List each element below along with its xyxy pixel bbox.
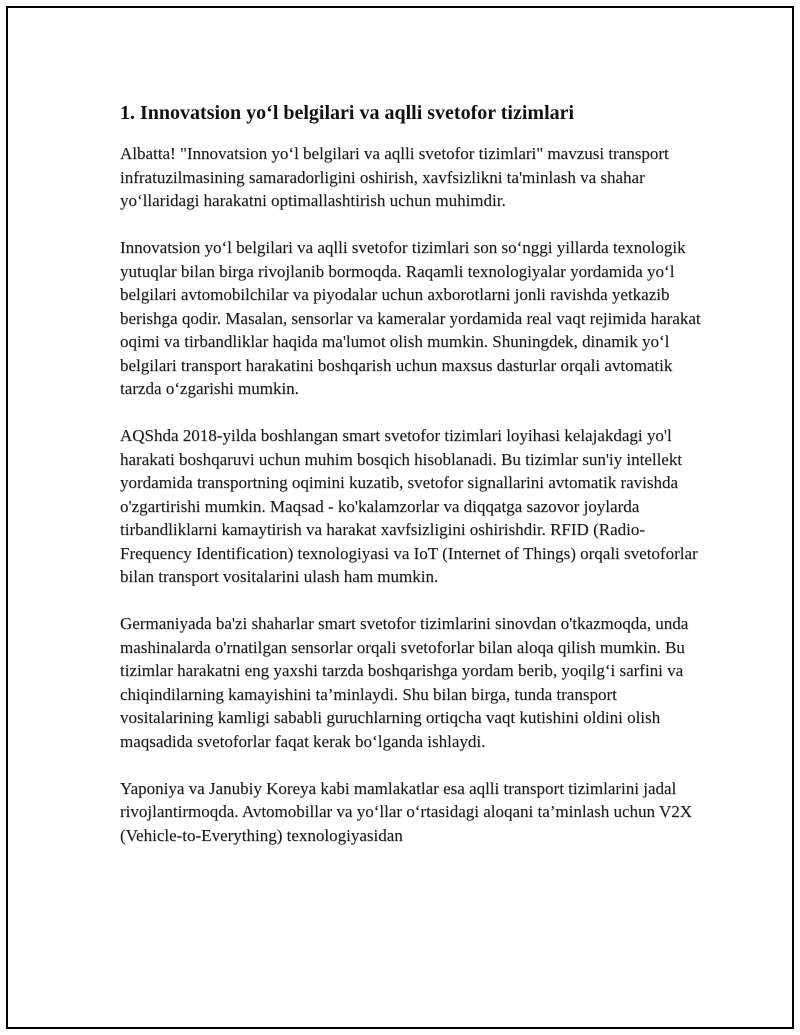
paragraph-intro: Albatta! "Innovatsion yo‘l belgilari va aqlli svetofor tizimlari" mavzusi transport infratuzilmasining samaradorligini oshirish, xavfsizlikni ta'minlash va shahar yo‘llaridagi harakatni optimallashtirish uchun muhimdir. — [120, 144, 669, 210]
section-heading: 1. Innovatsion yo‘l belgilari va aqlli svetofor tizimlari — [120, 102, 575, 124]
paragraph-japan-korea: Yaponiya va Janubiy Koreya kabi mamlakatlar esa aqlli transport tizimlarini jadal rivojlantirmoqda. Avtomobillar va yo‘llar o‘rtasidagi aloqani ta’minlash uchun V2X (Vehicle-to-Everything) texnologiyasidan — [120, 778, 693, 845]
document-page — [6, 6, 794, 1029]
paragraph-germany: Germaniyada ba'zi shaharlar smart svetofor tizimlarini sinovdan o'tkazmoqda, unda mashinalarda o'rnatilgan sensorlar orqali svetoforlar bilan aloqa qilish mumkin. Bu tizimlar harakatni eng yaxshi tarzda boshqarishga yordam berib, yoqilg‘i sarfini va chiqindilarning kamayishini ta’minlaydi. Shu bilan birga, tunda transport vositalarining kamligi sababli guruchlarning ortiqcha vaqt kutishini oldini olish maqsadida svetoforlar faqat kerak bo‘lganda ishlaydi. — [120, 614, 689, 751]
paragraph-innovative-signs: Innovatsion yo‘l belgilari va aqlli svetofor tizimlari son so‘nggi yillarda texnologik yutuqlar bilan birga rivojlanib bormoqda. Raqamli texnologiyalar yordamida yo‘l belgilari avtomobilchilar va piyodalar uchun axborotlarni jonli ravishda yetkazib berishga qodir. Masalan, sensorlar va kameralar yordamida real vaqt rejimida harakat oqimi va tirbandliklar haqida ma'lumot olish mumkin. Shuningdek, dinamik yo‘l belgilari transport harakatini boshqarish uchun maxsus dasturlar orqali avtomatik tarzda o‘zgarishi mumkin. — [120, 238, 701, 398]
document-body — [120, 100, 710, 871]
paragraph-usa: AQShda 2018-yilda boshlangan smart svetofor tizimlari loyihasi kelajakdagi yo'l harakati boshqaruvi uchun muhim bosqich hisoblanadi. Bu tizimlar sun'iy intellekt yordamida transportning oqimini kuzatib, svetofor signallarini avtomatik ravishda o'zgartirishi mumkin. Maqsad - ko'kalamzorlar va diqqatga sazovor joylarda tirbandliklarni kamaytirish va harakat xavfsizligini oshirishdir. RFID (Radio-Frequency Identification) texnologiyasi va IoT (Internet of Things) orqali svetoforlar bilan transport vositalarini ulash ham mumkin. — [120, 426, 698, 586]
